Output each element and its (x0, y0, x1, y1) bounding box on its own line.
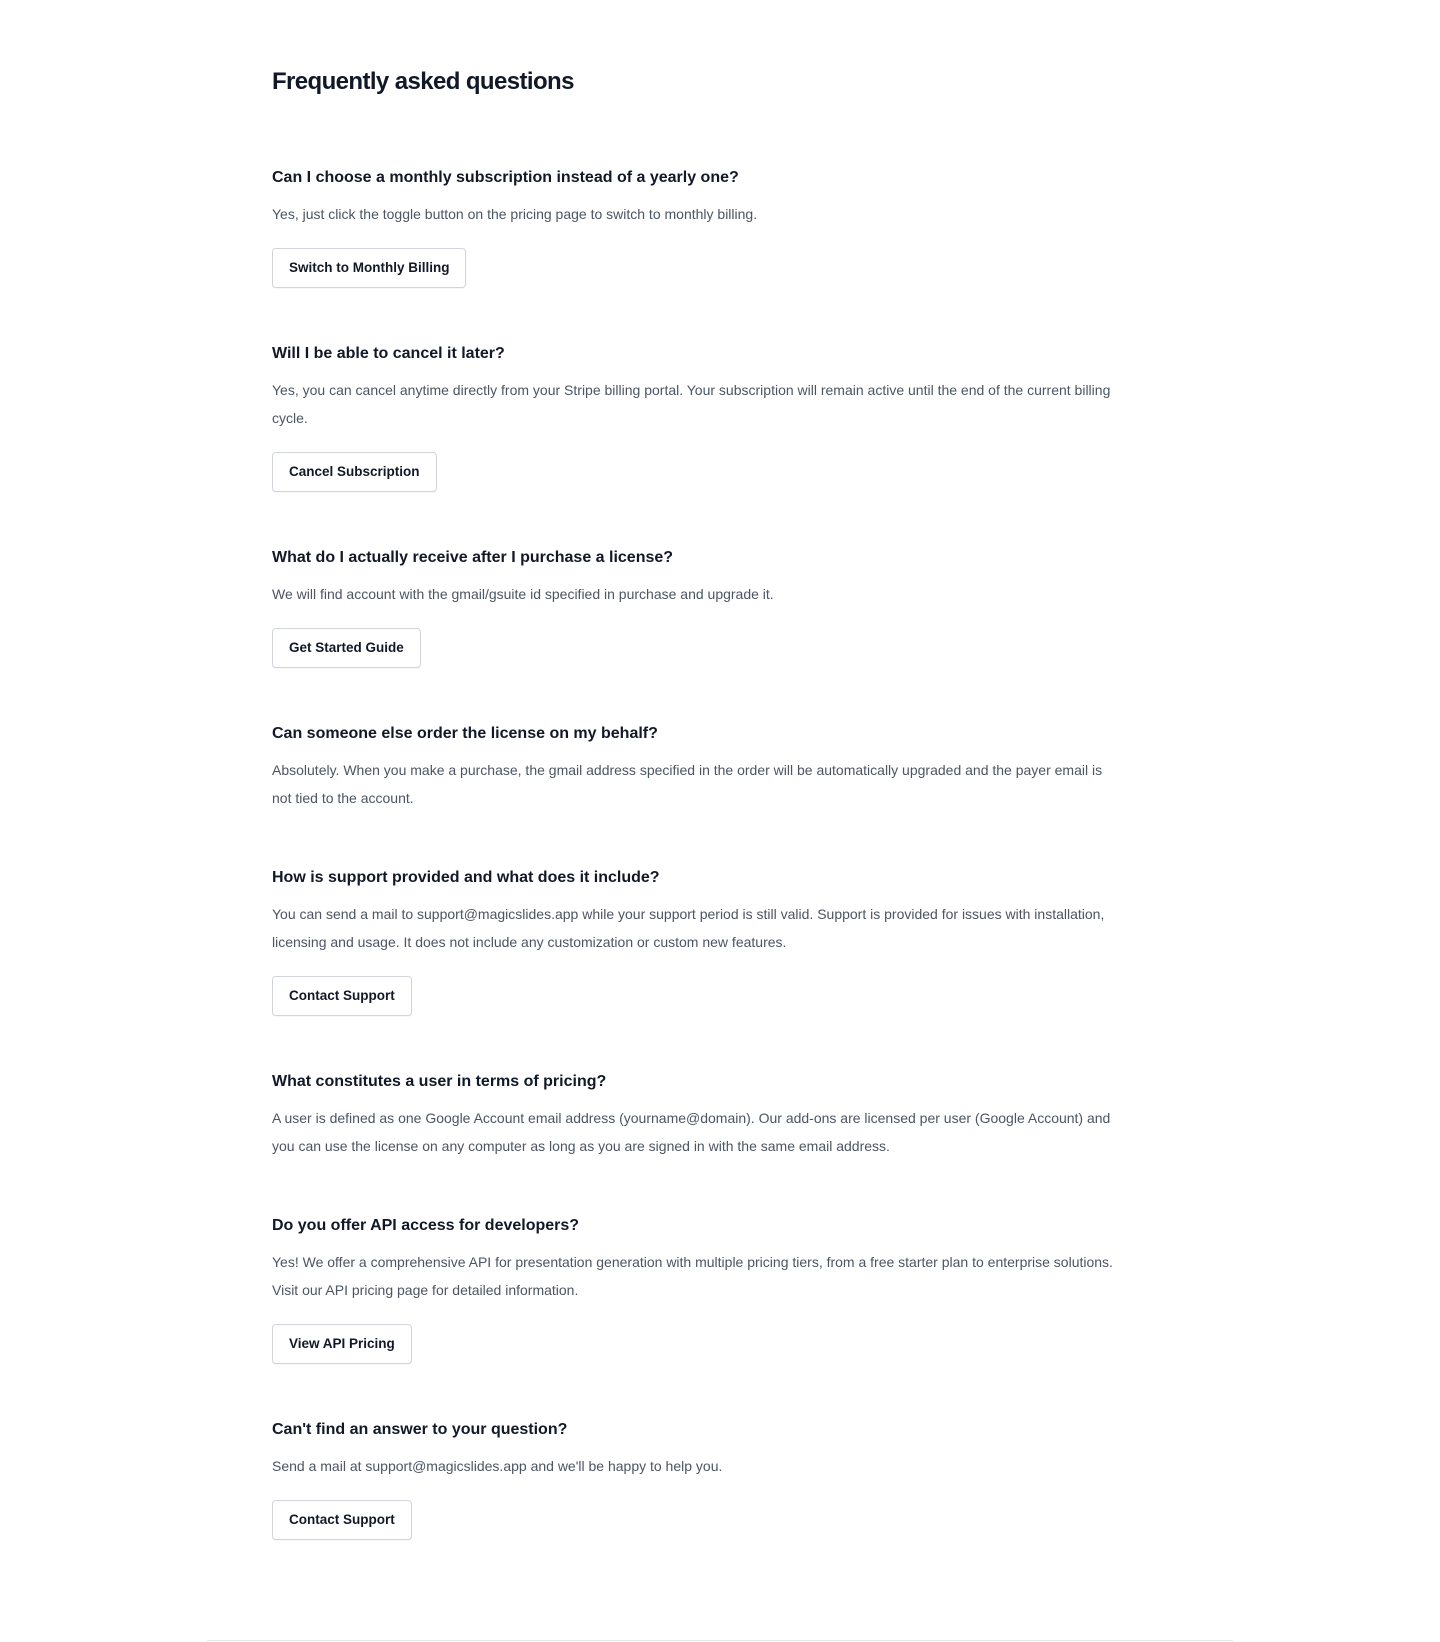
faq-title: Frequently asked questions (272, 68, 574, 95)
faq-answer: We will find account with the gmail/gsuite id specified in purchase and upgrade it. (272, 586, 774, 602)
faq-item-user-definition (272, 1068, 1132, 1160)
faq-question: Do you offer API access for developers? (272, 1217, 580, 1234)
switch-to-monthly-billing-button[interactable]: Switch to Monthly Billing (272, 248, 466, 288)
faq-question: Can I choose a monthly subscription instead of a yearly one? (272, 169, 739, 186)
faq-answer: Absolutely. When you make a purchase, the gmail address specified in the order will be automatically upgraded and the payer email is not tied to the account. (272, 762, 1103, 806)
contact-support-button[interactable]: Contact Support (272, 1500, 412, 1540)
faq-answer: Yes! We offer a comprehensive API for presentation generation with multiple pricing tiers, from a free starter plan to enterprise solutions. Visit our API pricing page for detailed information. (272, 1254, 1113, 1298)
faq-question: Will I be able to cancel it later? (272, 345, 505, 362)
faq-answer: Yes, just click the toggle button on the pricing page to switch to monthly billing. (272, 206, 758, 222)
faq-item-support (272, 864, 1132, 1016)
faq-item-api-access (272, 1212, 1132, 1364)
faq-item-cancel-later (272, 340, 1132, 492)
faq-question: How is support provided and what does it include? (272, 869, 660, 886)
faq-item-license-receive (272, 544, 1132, 668)
faq-list (272, 164, 1132, 1592)
faq-question: What do I actually receive after I purchase a license? (272, 549, 674, 566)
faq-answer: A user is defined as one Google Account email address (yourname@domain). Our add-ons are licensed per user (Google Account) and you can use the license on any computer as long as you are signed in with the same email address. (272, 1110, 1111, 1154)
faq-question: Can't find an answer to your question? (272, 1421, 568, 1438)
get-started-guide-button[interactable]: Get Started Guide (272, 628, 421, 668)
footer-divider (207, 1640, 1233, 1641)
faq-item-cant-find-answer (272, 1416, 1132, 1540)
view-api-pricing-button[interactable]: View API Pricing (272, 1324, 412, 1364)
faq-answer: Send a mail at support@magicslides.app and we'll be happy to help you. (272, 1458, 723, 1474)
contact-support-button[interactable]: Contact Support (272, 976, 412, 1016)
faq-item-monthly-subscription (272, 164, 1132, 288)
faq-item-order-on-behalf (272, 720, 1132, 812)
faq-question: What constitutes a user in terms of pricing? (272, 1073, 607, 1090)
faq-answer: You can send a mail to support@magicslides.app while your support period is still valid. Support is provided for issues with installation, licensing and usage. It does not include any customization or custom new features. (272, 906, 1105, 950)
faq-answer: Yes, you can cancel anytime directly from your Stripe billing portal. Your subscription will remain active until the end of the current billing cycle. (272, 382, 1111, 426)
faq-question: Can someone else order the license on my behalf? (272, 725, 658, 742)
cancel-subscription-button[interactable]: Cancel Subscription (272, 452, 437, 492)
